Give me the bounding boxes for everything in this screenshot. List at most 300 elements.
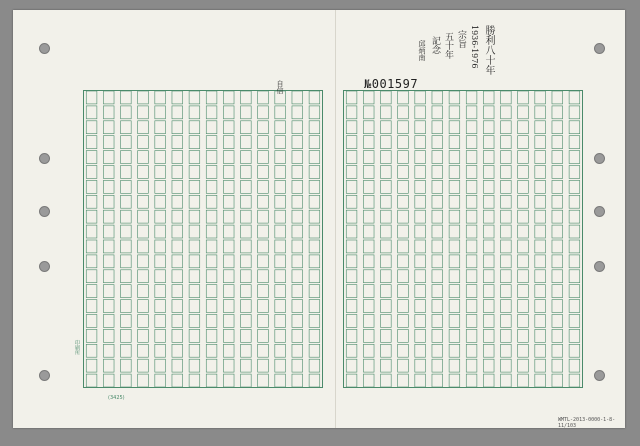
handwritten-note: 1936-1976 bbox=[470, 25, 479, 69]
grid-cell bbox=[483, 255, 494, 268]
grid-cell bbox=[449, 359, 460, 372]
grid-cell bbox=[206, 285, 217, 298]
grid-cell bbox=[363, 106, 374, 119]
grid-cell bbox=[172, 195, 183, 208]
grid-cell bbox=[483, 210, 494, 223]
grid-cell bbox=[292, 270, 303, 283]
grid-cell bbox=[138, 180, 149, 193]
grid-cell bbox=[501, 270, 512, 283]
grid-cell bbox=[415, 344, 426, 357]
grid-cell bbox=[346, 255, 357, 268]
grid-cell bbox=[363, 136, 374, 149]
grid-cell bbox=[309, 300, 320, 313]
grid-cell bbox=[86, 300, 97, 313]
grid-cell bbox=[309, 106, 320, 119]
grid-cell bbox=[449, 166, 460, 179]
binder-hole bbox=[594, 153, 605, 164]
grid-cell bbox=[466, 359, 477, 372]
side-mark: 印刷所 bbox=[74, 340, 80, 355]
grid-cell bbox=[346, 300, 357, 313]
grid-cell bbox=[415, 121, 426, 134]
grid-cell bbox=[241, 106, 252, 119]
grid-cell bbox=[552, 136, 563, 149]
grid-cell bbox=[189, 270, 200, 283]
grid-cell bbox=[86, 91, 97, 104]
handwritten-note: 勝利八十年 bbox=[483, 25, 494, 75]
grid-cell bbox=[258, 300, 269, 313]
grid-cell bbox=[363, 121, 374, 134]
grid-cell bbox=[241, 121, 252, 134]
grid-cell bbox=[449, 151, 460, 164]
grid-cell bbox=[415, 329, 426, 342]
grid-cell bbox=[86, 195, 97, 208]
grid-cell bbox=[223, 195, 234, 208]
grid-cell bbox=[241, 359, 252, 372]
grid-cell bbox=[535, 374, 546, 387]
grid-cell bbox=[189, 240, 200, 253]
grid-cell bbox=[569, 285, 580, 298]
grid-cell bbox=[449, 210, 460, 223]
grid-cell bbox=[483, 329, 494, 342]
grid-cell bbox=[552, 374, 563, 387]
grid-cell bbox=[346, 374, 357, 387]
grid-cell bbox=[415, 151, 426, 164]
grid-cell bbox=[223, 121, 234, 134]
grid-cell bbox=[172, 136, 183, 149]
grid-cell bbox=[449, 315, 460, 328]
grid-cell bbox=[518, 106, 529, 119]
center-fold bbox=[335, 10, 336, 428]
grid-cell bbox=[398, 225, 409, 238]
grid-cell bbox=[363, 329, 374, 342]
grid-cell bbox=[346, 225, 357, 238]
grid-cell bbox=[275, 195, 286, 208]
grid-cell bbox=[363, 166, 374, 179]
grid-cell bbox=[483, 151, 494, 164]
grid-cell bbox=[518, 136, 529, 149]
grid-cell bbox=[398, 166, 409, 179]
grid-cell bbox=[223, 329, 234, 342]
grid-cell bbox=[223, 255, 234, 268]
binder-hole bbox=[39, 43, 50, 54]
grid-cell bbox=[258, 329, 269, 342]
grid-cell bbox=[466, 329, 477, 342]
grid-cell bbox=[569, 210, 580, 223]
grid-cell bbox=[535, 344, 546, 357]
grid-cell bbox=[258, 210, 269, 223]
grid-cell bbox=[501, 240, 512, 253]
grid-cell bbox=[552, 225, 563, 238]
grid-cell bbox=[292, 210, 303, 223]
grid-cell bbox=[292, 195, 303, 208]
serial-number: №001597 bbox=[364, 77, 419, 91]
grid-cell bbox=[189, 106, 200, 119]
grid-cell bbox=[535, 240, 546, 253]
grid-cell bbox=[466, 151, 477, 164]
grid-cell bbox=[309, 91, 320, 104]
grid-cell bbox=[292, 166, 303, 179]
grid-cell bbox=[275, 121, 286, 134]
grid-cell bbox=[258, 225, 269, 238]
grid-cell bbox=[415, 180, 426, 193]
grid-cell bbox=[449, 225, 460, 238]
grid-cell bbox=[155, 91, 166, 104]
grid-cell bbox=[309, 315, 320, 328]
grid-cell bbox=[432, 270, 443, 283]
grid-cell bbox=[535, 91, 546, 104]
grid-cell bbox=[86, 106, 97, 119]
grid-cell bbox=[275, 300, 286, 313]
grid-cell bbox=[518, 91, 529, 104]
grid-cell bbox=[363, 300, 374, 313]
grid-cell bbox=[535, 106, 546, 119]
grid-cell bbox=[501, 285, 512, 298]
grid-cell bbox=[241, 315, 252, 328]
grid-cell bbox=[569, 329, 580, 342]
grid-cell bbox=[415, 285, 426, 298]
grid-cell bbox=[518, 344, 529, 357]
grid-cell bbox=[432, 374, 443, 387]
grid-cell bbox=[275, 240, 286, 253]
grid-cell bbox=[501, 121, 512, 134]
grid-cell bbox=[381, 240, 392, 253]
grid-cell bbox=[518, 225, 529, 238]
binder-hole bbox=[39, 370, 50, 381]
grid-cell bbox=[172, 121, 183, 134]
grid-cell bbox=[103, 106, 114, 119]
grid-cell bbox=[155, 136, 166, 149]
grid-cell bbox=[569, 344, 580, 357]
grid-cell bbox=[121, 344, 132, 357]
grid-cell bbox=[309, 255, 320, 268]
grid-cell bbox=[206, 91, 217, 104]
grid-cell bbox=[121, 166, 132, 179]
grid-cell bbox=[552, 359, 563, 372]
grid-cell bbox=[501, 210, 512, 223]
grid-cell bbox=[415, 255, 426, 268]
handwritten-note: 五十年 bbox=[443, 32, 453, 59]
grid-cell bbox=[483, 315, 494, 328]
grid-cell bbox=[258, 359, 269, 372]
grid-cell bbox=[569, 106, 580, 119]
grid-cell bbox=[206, 315, 217, 328]
grid-cell bbox=[309, 136, 320, 149]
grid-cell bbox=[292, 151, 303, 164]
grid-cell bbox=[172, 180, 183, 193]
grid-cell bbox=[189, 359, 200, 372]
grid-cell bbox=[172, 166, 183, 179]
grid-cell bbox=[86, 151, 97, 164]
grid-cell bbox=[138, 210, 149, 223]
grid-cell bbox=[103, 285, 114, 298]
grid-cell bbox=[138, 151, 149, 164]
grid-cell bbox=[138, 240, 149, 253]
grid-cell bbox=[206, 329, 217, 342]
grid-cell bbox=[155, 240, 166, 253]
grid-cell bbox=[552, 121, 563, 134]
grid-cell bbox=[483, 121, 494, 134]
grid-cell bbox=[518, 270, 529, 283]
grid-cell bbox=[189, 151, 200, 164]
grid-cell bbox=[172, 315, 183, 328]
grid-cell bbox=[483, 374, 494, 387]
grid-cell bbox=[346, 166, 357, 179]
grid-cell bbox=[86, 166, 97, 179]
grid-cell bbox=[86, 136, 97, 149]
grid-cell bbox=[449, 240, 460, 253]
grid-cell bbox=[569, 240, 580, 253]
grid-cell bbox=[415, 374, 426, 387]
grid-cell bbox=[466, 180, 477, 193]
grid-cell bbox=[86, 180, 97, 193]
grid-cell bbox=[346, 344, 357, 357]
grid-cell bbox=[172, 240, 183, 253]
grid-cell bbox=[552, 210, 563, 223]
grid-cell bbox=[569, 359, 580, 372]
grid-cell bbox=[569, 166, 580, 179]
grid-cell bbox=[466, 225, 477, 238]
grid-cell bbox=[449, 136, 460, 149]
grid-cell bbox=[483, 91, 494, 104]
handwritten-note: 記念 bbox=[430, 36, 440, 54]
grid-cell bbox=[189, 210, 200, 223]
grid-cell bbox=[569, 374, 580, 387]
grid-cell bbox=[138, 106, 149, 119]
grid-cell bbox=[241, 180, 252, 193]
grid-cell bbox=[432, 106, 443, 119]
grid-cell bbox=[121, 359, 132, 372]
grid-cell bbox=[258, 91, 269, 104]
grid-cell bbox=[552, 106, 563, 119]
grid-cell bbox=[466, 195, 477, 208]
grid-cell bbox=[363, 255, 374, 268]
grid-cell bbox=[275, 270, 286, 283]
grid-cell bbox=[292, 91, 303, 104]
grid-cell bbox=[466, 91, 477, 104]
grid-cell bbox=[275, 359, 286, 372]
grid-cell bbox=[206, 374, 217, 387]
grid-cell bbox=[535, 225, 546, 238]
grid-cell bbox=[466, 210, 477, 223]
grid-cell bbox=[121, 195, 132, 208]
grid-cell bbox=[189, 91, 200, 104]
grid-cell bbox=[363, 285, 374, 298]
grid-cell bbox=[258, 374, 269, 387]
grid-cell bbox=[483, 195, 494, 208]
grid-cell bbox=[381, 255, 392, 268]
grid-cell bbox=[189, 329, 200, 342]
grid-cell bbox=[292, 344, 303, 357]
grid-cell bbox=[138, 166, 149, 179]
grid-cell bbox=[86, 240, 97, 253]
grid-cell bbox=[155, 106, 166, 119]
grid-cell bbox=[206, 106, 217, 119]
grid-cell bbox=[86, 210, 97, 223]
grid-cell bbox=[483, 225, 494, 238]
grid-cell bbox=[241, 136, 252, 149]
left-manuscript-grid bbox=[83, 90, 323, 388]
grid-cell bbox=[206, 225, 217, 238]
grid-cell bbox=[223, 210, 234, 223]
handwritten-note: 自信 bbox=[276, 80, 284, 94]
grid-cell bbox=[398, 91, 409, 104]
grid-cell bbox=[398, 106, 409, 119]
grid-cell bbox=[86, 121, 97, 134]
grid-cell bbox=[121, 285, 132, 298]
grid-cell bbox=[346, 195, 357, 208]
grid-cell bbox=[483, 136, 494, 149]
grid-cell bbox=[138, 329, 149, 342]
grid-cell bbox=[346, 136, 357, 149]
grid-cell bbox=[535, 121, 546, 134]
grid-cell bbox=[398, 180, 409, 193]
grid-cell bbox=[138, 225, 149, 238]
grid-cell bbox=[363, 225, 374, 238]
grid-cell bbox=[275, 329, 286, 342]
grid-cell bbox=[155, 359, 166, 372]
grid-cell bbox=[86, 270, 97, 283]
grid-cell bbox=[206, 121, 217, 134]
grid-cell bbox=[258, 136, 269, 149]
handwritten-note: 宗旨 bbox=[456, 30, 466, 48]
grid-cell bbox=[398, 195, 409, 208]
grid-cell bbox=[258, 285, 269, 298]
grid-cell bbox=[155, 180, 166, 193]
grid-cell bbox=[381, 329, 392, 342]
grid-cell bbox=[206, 180, 217, 193]
grid-cell bbox=[138, 285, 149, 298]
grid-cell bbox=[569, 300, 580, 313]
grid-cell bbox=[501, 255, 512, 268]
grid-cell bbox=[432, 359, 443, 372]
binder-hole bbox=[39, 261, 50, 272]
grid-cell bbox=[432, 121, 443, 134]
grid-cell bbox=[466, 255, 477, 268]
grid-cell bbox=[432, 315, 443, 328]
grid-cell bbox=[381, 106, 392, 119]
grid-cell bbox=[518, 285, 529, 298]
grid-cell bbox=[309, 270, 320, 283]
grid-cell bbox=[138, 195, 149, 208]
grid-cell bbox=[518, 255, 529, 268]
grid-cell bbox=[518, 374, 529, 387]
grid-cell bbox=[569, 121, 580, 134]
grid-cell bbox=[121, 151, 132, 164]
grid-cell bbox=[381, 285, 392, 298]
grid-cell bbox=[292, 255, 303, 268]
grid-cell bbox=[346, 210, 357, 223]
grid-cell bbox=[223, 136, 234, 149]
grid-cell bbox=[501, 359, 512, 372]
grid-cell bbox=[535, 270, 546, 283]
grid-cell bbox=[206, 255, 217, 268]
grid-cell bbox=[223, 225, 234, 238]
grid-cell bbox=[381, 91, 392, 104]
grid-cell bbox=[552, 329, 563, 342]
grid-cell bbox=[155, 300, 166, 313]
grid-cell bbox=[309, 121, 320, 134]
grid-cell bbox=[241, 195, 252, 208]
grid-cell bbox=[189, 121, 200, 134]
grid-cell bbox=[121, 225, 132, 238]
grid-cell bbox=[381, 315, 392, 328]
grid-cell bbox=[223, 91, 234, 104]
grid-cell bbox=[518, 329, 529, 342]
grid-cell bbox=[206, 166, 217, 179]
grid-cell bbox=[121, 374, 132, 387]
grid-cell bbox=[518, 315, 529, 328]
grid-cell bbox=[86, 329, 97, 342]
grid-cell bbox=[223, 300, 234, 313]
grid-cell bbox=[552, 151, 563, 164]
grid-cell bbox=[241, 374, 252, 387]
grid-cell bbox=[535, 285, 546, 298]
grid-cell bbox=[172, 151, 183, 164]
grid-cell bbox=[346, 121, 357, 134]
grid-cell bbox=[501, 151, 512, 164]
grid-cell bbox=[363, 180, 374, 193]
grid-cell bbox=[432, 285, 443, 298]
grid-cell bbox=[172, 374, 183, 387]
grid-cell bbox=[569, 151, 580, 164]
grid-cell bbox=[363, 91, 374, 104]
grid-cell bbox=[535, 195, 546, 208]
grid-cell bbox=[172, 91, 183, 104]
grid-cell bbox=[241, 344, 252, 357]
grid-cell bbox=[381, 300, 392, 313]
grid-cell bbox=[292, 359, 303, 372]
grid-cell bbox=[155, 285, 166, 298]
grid-cell bbox=[103, 344, 114, 357]
grid-cell bbox=[172, 285, 183, 298]
grid-cell bbox=[415, 106, 426, 119]
grid-cell bbox=[275, 210, 286, 223]
grid-cell bbox=[535, 255, 546, 268]
grid-cell bbox=[189, 374, 200, 387]
grid-cell bbox=[552, 91, 563, 104]
grid-cell bbox=[189, 285, 200, 298]
grid-cell bbox=[398, 121, 409, 134]
grid-cell bbox=[381, 180, 392, 193]
grid-cell bbox=[432, 240, 443, 253]
grid-cell bbox=[449, 255, 460, 268]
grid-cell bbox=[518, 166, 529, 179]
grid-cell bbox=[449, 91, 460, 104]
grid-cell bbox=[241, 240, 252, 253]
grid-cell bbox=[292, 180, 303, 193]
binder-hole bbox=[594, 43, 605, 54]
grid-cell bbox=[535, 315, 546, 328]
grid-cell bbox=[552, 195, 563, 208]
grid-cell bbox=[535, 300, 546, 313]
grid-cell bbox=[258, 166, 269, 179]
grid-cell bbox=[275, 344, 286, 357]
grid-cell bbox=[292, 315, 303, 328]
grid-cell bbox=[103, 300, 114, 313]
grid-cell bbox=[155, 151, 166, 164]
grid-cell bbox=[535, 151, 546, 164]
grid-cell bbox=[172, 300, 183, 313]
grid-cell bbox=[223, 344, 234, 357]
grid-cell bbox=[292, 329, 303, 342]
grid-cell bbox=[189, 300, 200, 313]
grid-cell bbox=[241, 300, 252, 313]
grid-cell bbox=[309, 359, 320, 372]
grid-cell bbox=[206, 300, 217, 313]
grid-cell bbox=[241, 329, 252, 342]
grid-cell bbox=[569, 315, 580, 328]
grid-cell bbox=[309, 195, 320, 208]
